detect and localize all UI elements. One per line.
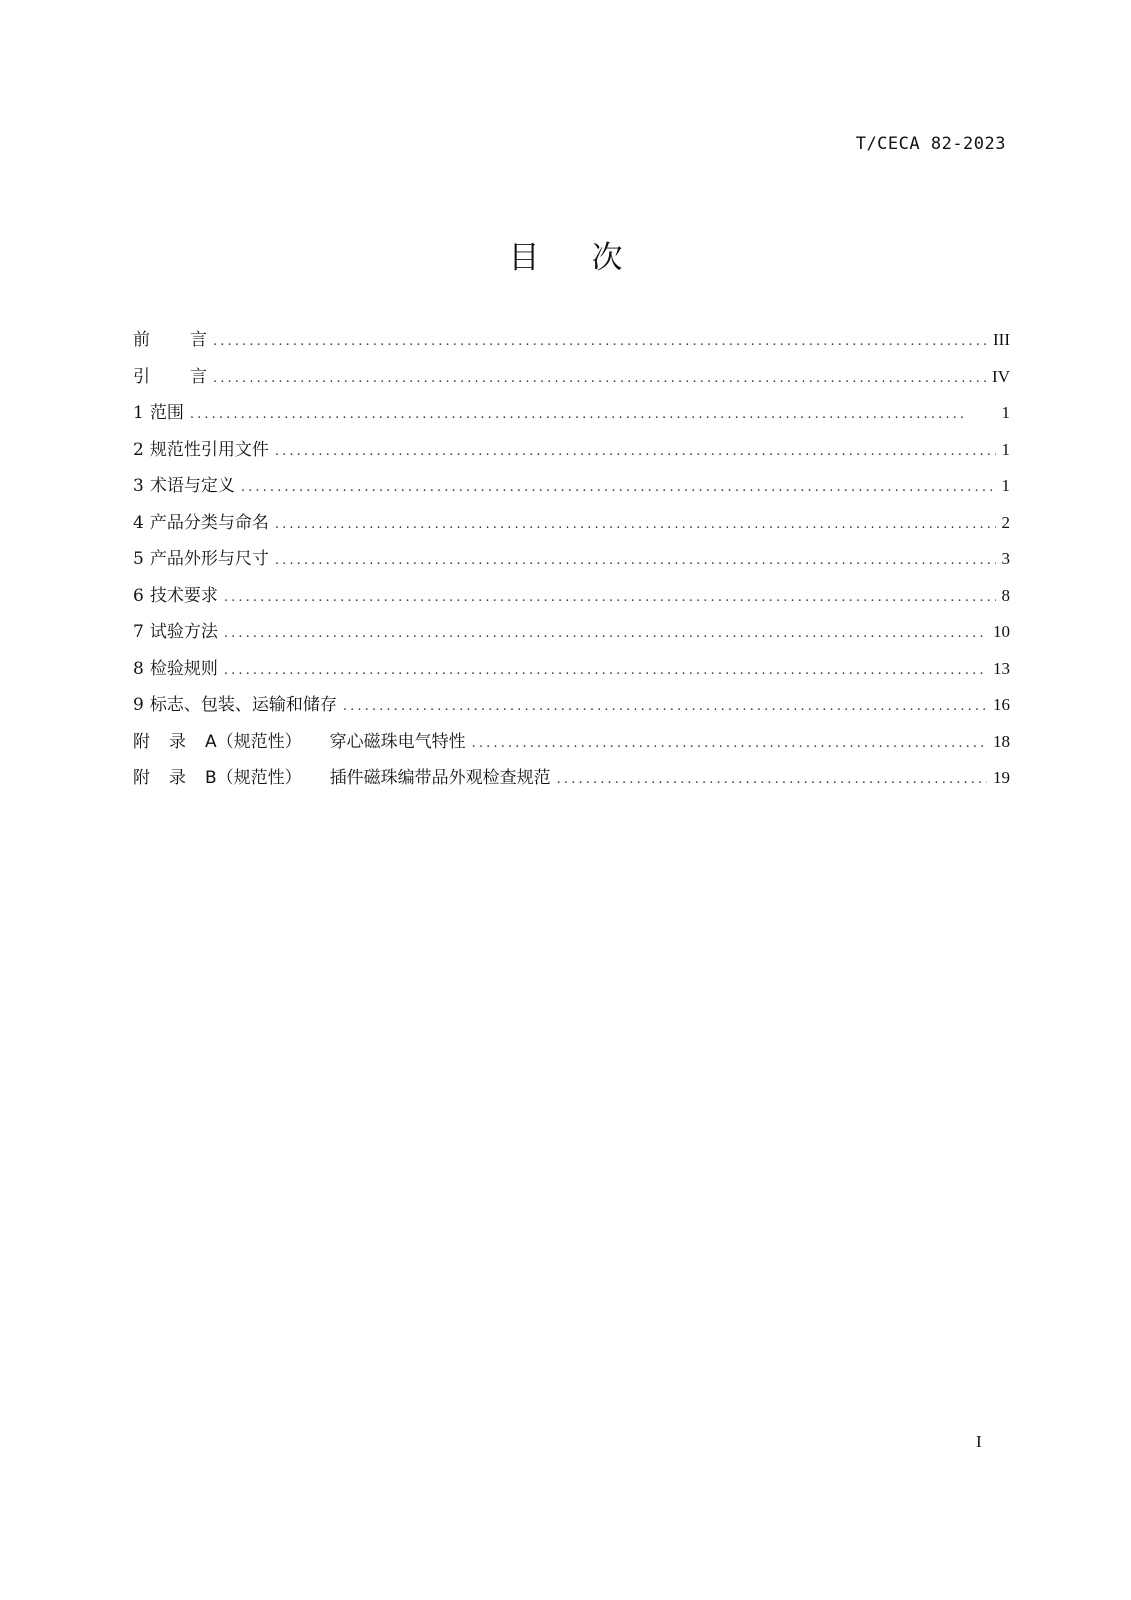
toc-entry-8[interactable] <box>133 651 1010 688</box>
toc-entry-9[interactable] <box>133 687 1010 724</box>
section-title: 术语与定义 <box>149 476 235 496</box>
label-char: 引 <box>133 366 150 387</box>
dot-leader <box>224 616 987 653</box>
section-title: 检验规则 <box>149 658 218 679</box>
section-title: 产品分类与命名 <box>149 512 269 533</box>
dot-leader <box>224 580 996 617</box>
toc-entry-label <box>133 432 269 469</box>
label-char: 前 <box>133 330 150 350</box>
toc-entry-page: III <box>993 330 1010 349</box>
label-char: 言 <box>190 366 207 387</box>
toc-entry-page: 13 <box>993 658 1010 678</box>
toc-title-char-2: 次 <box>591 240 623 276</box>
dot-leader <box>557 762 987 799</box>
appendix-code: B（规范性） <box>205 768 302 788</box>
section-title: 试验方法 <box>149 622 218 642</box>
toc-entry-label <box>133 395 184 432</box>
toc-entry-introduction[interactable] <box>133 359 1010 396</box>
toc-entry-1[interactable] <box>133 395 1010 432</box>
dot-leader <box>472 726 987 763</box>
section-number: 5 <box>133 549 144 569</box>
toc-title-char-1: 目 <box>508 240 540 276</box>
toc-entry-label <box>133 322 207 359</box>
section-number: 2 <box>133 439 144 460</box>
toc-entry-page: IV <box>992 366 1010 386</box>
appendix-title: 穿心磁珠电气特性 <box>329 731 466 752</box>
toc-entry-foreword[interactable] <box>133 322 1010 359</box>
appendix-prefix-char: 录 <box>169 731 186 752</box>
toc-entry-label <box>133 724 466 761</box>
toc-entry-page: 1 <box>1001 403 1010 422</box>
dot-leader <box>275 434 996 471</box>
label-char: 言 <box>190 330 207 350</box>
toc-entry-page: 1 <box>1001 439 1010 459</box>
section-title: 标志、包装、运输和储存 <box>149 695 337 715</box>
toc-entry-label <box>133 578 218 615</box>
toc-entry-2[interactable] <box>133 432 1010 469</box>
toc-entry-label <box>133 760 551 797</box>
section-number: 6 <box>133 585 144 606</box>
section-title: 规范性引用文件 <box>149 439 269 460</box>
appendix-prefix-char: 附 <box>133 768 150 788</box>
toc-entry-page: 3 <box>1001 549 1010 568</box>
dot-leader <box>275 543 996 580</box>
toc-entry-label <box>133 651 218 688</box>
dot-leader <box>275 507 996 544</box>
document-code: T/CECA 82-2023 <box>855 134 1006 154</box>
toc-entry-label <box>133 505 269 542</box>
toc-entry-page: 2 <box>1001 512 1010 532</box>
toc-entry-page: 19 <box>993 768 1010 787</box>
section-title: 产品外形与尺寸 <box>149 549 269 569</box>
toc-entry-page: 1 <box>1001 476 1010 495</box>
toc-list <box>133 322 1010 797</box>
appendix-prefix-char: 附 <box>133 731 150 752</box>
toc-entry-4[interactable] <box>133 505 1010 542</box>
toc-entry-label <box>133 541 269 578</box>
dot-leader <box>190 397 996 434</box>
appendix-title: 插件磁珠编带品外观检查规范 <box>329 768 551 788</box>
section-number: 3 <box>133 476 144 496</box>
section-number: 8 <box>133 658 144 679</box>
toc-entry-label <box>133 614 218 651</box>
section-number: 9 <box>133 695 144 715</box>
toc-entry-6[interactable] <box>133 578 1010 615</box>
toc-entry-page: 8 <box>1001 585 1010 605</box>
section-title: 范围 <box>149 403 184 423</box>
toc-title <box>0 232 1131 277</box>
toc-entry-appendix-a[interactable] <box>133 724 1010 761</box>
toc-entry-page: 18 <box>993 731 1010 751</box>
dot-leader <box>224 653 987 690</box>
page-number: I <box>976 1432 982 1451</box>
dot-leader <box>343 689 987 726</box>
toc-entry-label <box>133 687 337 724</box>
appendix-prefix-char: 录 <box>169 768 186 788</box>
toc-entry-page: 16 <box>993 695 1010 714</box>
toc-entry-label <box>133 468 235 505</box>
section-title: 技术要求 <box>149 585 218 606</box>
section-number: 7 <box>133 622 144 642</box>
dot-leader <box>213 361 986 398</box>
toc-entry-7[interactable] <box>133 614 1010 651</box>
appendix-code: A（规范性） <box>205 731 302 752</box>
section-number: 1 <box>133 403 144 423</box>
dot-leader <box>213 324 987 361</box>
toc-entry-label <box>133 359 207 396</box>
toc-entry-3[interactable] <box>133 468 1010 505</box>
section-number: 4 <box>133 512 144 533</box>
toc-entry-page: 10 <box>993 622 1010 641</box>
toc-entry-appendix-b[interactable] <box>133 760 1010 797</box>
dot-leader <box>241 470 996 507</box>
toc-entry-5[interactable] <box>133 541 1010 578</box>
